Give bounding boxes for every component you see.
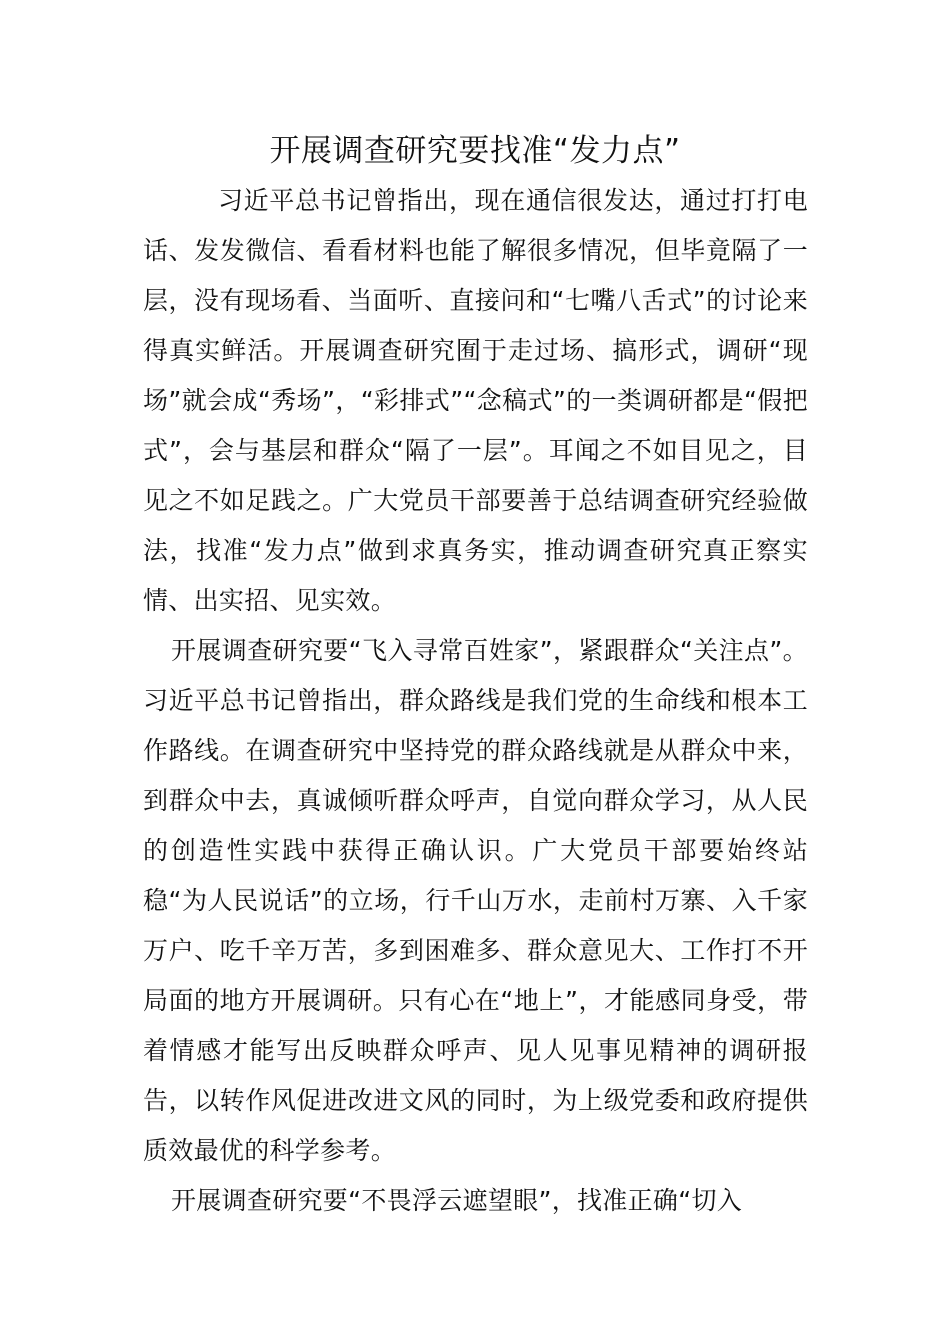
document-body <box>143 176 808 1226</box>
paragraph-3: 开展调查研究要“不畏浮云遮望眼”，找准正确“切入 <box>171 1186 743 1215</box>
document-title: 开展调查研究要找准“发力点” <box>269 133 681 169</box>
paragraph-1: 习近平总书记曾指出，现在通信很发达，通过打打电话、发发微信、看看材料也能了解很多情况，但毕竟隔了一层，没有现场看、当面听、直接问和“七嘴八舌式”的讨论来得真实鲜活。开展调查研究囿于走过场、搞形式，调研“现场”就会成“秀场”，“彩排式”“念稿式”的一类调研都是“假把式”，会与基层和群众“隔了一层”。耳闻之不如目见之，目见之不如足践之。广大党员干部要善于总结调查研究经验做法，找准“发力点”做到求真务实，推动调查研究真正察实情、出实招、见实效。 <box>143 186 808 615</box>
paragraph-2: 开展调查研究要“飞入寻常百姓家”，紧跟群众“关注点”。习近平总书记曾指出，群众路线是我们党的生命线和根本工作路线。在调查研究中坚持党的群众路线就是从群众中来，到群众中去，真诚倾听群众呼声，自觉向群众学习，从人民的创造性实践中获得正确认识。广大党员干部要始终站稳“为人民说话”的立场，行千山万水，走前村万寨、入千家万户、吃千辛万苦，多到困难多、群众意见大、工作打不开局面的地方开展调研。只有心在“地上”，才能感同身受，带着情感才能写出反映群众呼声、见人见事见精神的调研报告，以转作风促进改进文风的同时，为上级党委和政府提供质效最优的科学参考。 <box>143 636 808 1165</box>
